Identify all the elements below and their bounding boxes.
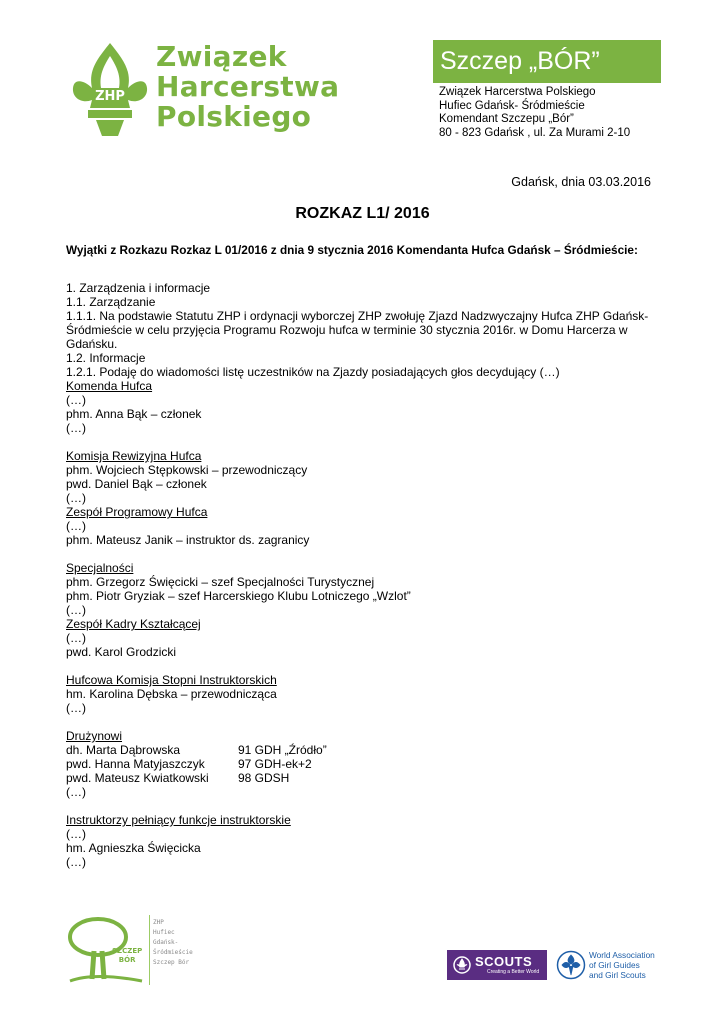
intro-paragraph: Wyjątki z Rozkazu Rozkaz L 01/2016 z dnia 9 stycznia 2016 Komendanta Hufca Gdańsk – Śródmieście:: [66, 243, 638, 257]
section-heading: 1. Zarządzenia i informacje: [66, 281, 211, 295]
troop-leader-name: pwd. Mateusz Kwiatkowski: [66, 771, 209, 785]
blank-line: [66, 799, 656, 813]
address-line: 80 - 823 Gdańsk , ul. Za Murami 2-10: [439, 126, 631, 139]
person-entry: hm. Karolina Dębska – przewodnicząca: [66, 687, 277, 701]
person-entry: phm. Piotr Gryziak – szef Harcerskiego Klubu Lotniczego „Wzlot”: [66, 589, 411, 603]
person-entry: pwd. Daniel Bąk – członek: [66, 477, 207, 491]
person-entry: phm. Anna Bąk – członek: [66, 407, 202, 421]
ellipsis: (…): [66, 827, 86, 841]
address-line: Związek Harcerstwa Polskiego: [439, 86, 596, 98]
wosm-scouts-logo: [447, 950, 547, 980]
logo-text-line-3: Polskiego: [156, 100, 312, 133]
blank-line: [66, 659, 656, 673]
table-row: [66, 771, 656, 785]
szczep-title: Szczep „BÓR”: [440, 47, 600, 75]
ellipsis: (…): [66, 519, 86, 533]
ellipsis: (…): [66, 393, 86, 407]
ellipsis: (…): [66, 785, 86, 799]
ellipsis: (…): [66, 855, 86, 869]
person-entry: phm. Mateusz Janik – instruktor ds. zagranicy: [66, 533, 310, 547]
blank-line: [66, 715, 656, 729]
group-heading-komisja: Komisja Rewizyjna Hufca: [66, 449, 202, 463]
table-row: [66, 757, 656, 771]
scouts-tagline: Creating a Better World: [487, 969, 540, 975]
subsection-heading: 1.2. Informacje: [66, 351, 146, 365]
paragraph: 1.2.1. Podaję do wiadomości listę uczestników na Zjazdy posiadających głos decydujący (…): [66, 365, 560, 379]
troop-leader-name: pwd. Hanna Matyjaszczyk: [66, 757, 205, 771]
ellipsis: (…): [66, 491, 86, 505]
group-heading-kadry: Zespół Kadry Kształcącej: [66, 617, 201, 631]
wagggs-logo: [556, 948, 666, 982]
person-entry: phm. Wojciech Stępkowski – przewodniczący: [66, 463, 308, 477]
address-line: Komendant Szczepu „Bór”: [439, 113, 574, 125]
person-entry: pwd. Karol Grodzicki: [66, 645, 177, 659]
group-heading-hksi: Hufcowa Komisja Stopni Instruktorskich: [66, 673, 277, 687]
document-date: Gdańsk, dnia 03.03.2016: [511, 175, 651, 189]
divider: [149, 915, 150, 985]
scouts-wordmark: SCOUTS: [475, 954, 533, 969]
szczep-logo-side-text: ZHP Hufiec Gdańsk- Śródmieście Szczep Bór: [153, 919, 193, 966]
ellipsis: (…): [66, 631, 86, 645]
scout-fleur-icon: [453, 956, 471, 974]
troop-leader-name: dh. Marta Dąbrowska: [66, 743, 181, 757]
troop-unit: 98 GDSH: [238, 771, 290, 785]
subsection-heading: 1.1. Zarządzanie: [66, 295, 156, 309]
trefoil-icon: [556, 950, 586, 980]
group-heading-druzynowi: Drużynowi: [66, 729, 123, 743]
person-entry: hm. Agnieszka Święcicka: [66, 841, 201, 855]
svg-text:ZHP: ZHP: [95, 89, 125, 104]
ellipsis: (…): [66, 421, 86, 435]
ellipsis: (…): [66, 701, 86, 715]
wagggs-text: World Association of Girl Guides and Girl Scouts: [589, 950, 655, 980]
address-block: [439, 86, 630, 140]
blank-line: [66, 547, 656, 561]
szczep-logo-label: SZCZEP BÓR: [112, 947, 143, 964]
group-heading-programowy: Zespół Programowy Hufca: [66, 505, 208, 519]
szczep-bor-logo: [66, 915, 216, 990]
troop-unit: 91 GDH „Źródło”: [238, 743, 327, 757]
person-entry: phm. Grzegorz Święcicki – szef Specjalności Turystycznej: [66, 575, 375, 589]
address-line: Hufiec Gdańsk- Śródmieście: [439, 99, 585, 112]
table-row: [66, 743, 656, 757]
group-heading-komenda: Komenda Hufca: [66, 379, 153, 393]
ellipsis: (…): [66, 603, 86, 617]
document-title: ROZKAZ L1/ 2016: [295, 205, 430, 222]
logo-text-line-1: Związek: [156, 40, 287, 73]
paragraph: 1.1.1. Na podstawie Statutu ZHP i ordynacji wyborczej ZHP zwołuję Zjazd Nadzwyczajny Hufca ZHP Gdańsk-Śródmieście w celu przyjęcia Programu Rozwoju hufca w terminie 30 stycznia 2016r. w Domu Harcerza w Gdańsku.: [66, 309, 649, 351]
logo-text-line-2: Harcerstwa: [156, 70, 340, 103]
document-body: [66, 281, 656, 869]
fleur-de-lis-icon: [70, 40, 150, 140]
zhp-logo: [70, 40, 340, 150]
szczep-title-banner: [433, 40, 661, 83]
group-heading-specjalnosci: Specjalności: [66, 561, 134, 575]
blank-line: [66, 435, 656, 449]
troop-unit: 97 GDH-ek+2: [238, 757, 312, 771]
group-heading-instruktorzy: Instruktorzy pełniący funkcje instruktorskie: [66, 813, 291, 827]
